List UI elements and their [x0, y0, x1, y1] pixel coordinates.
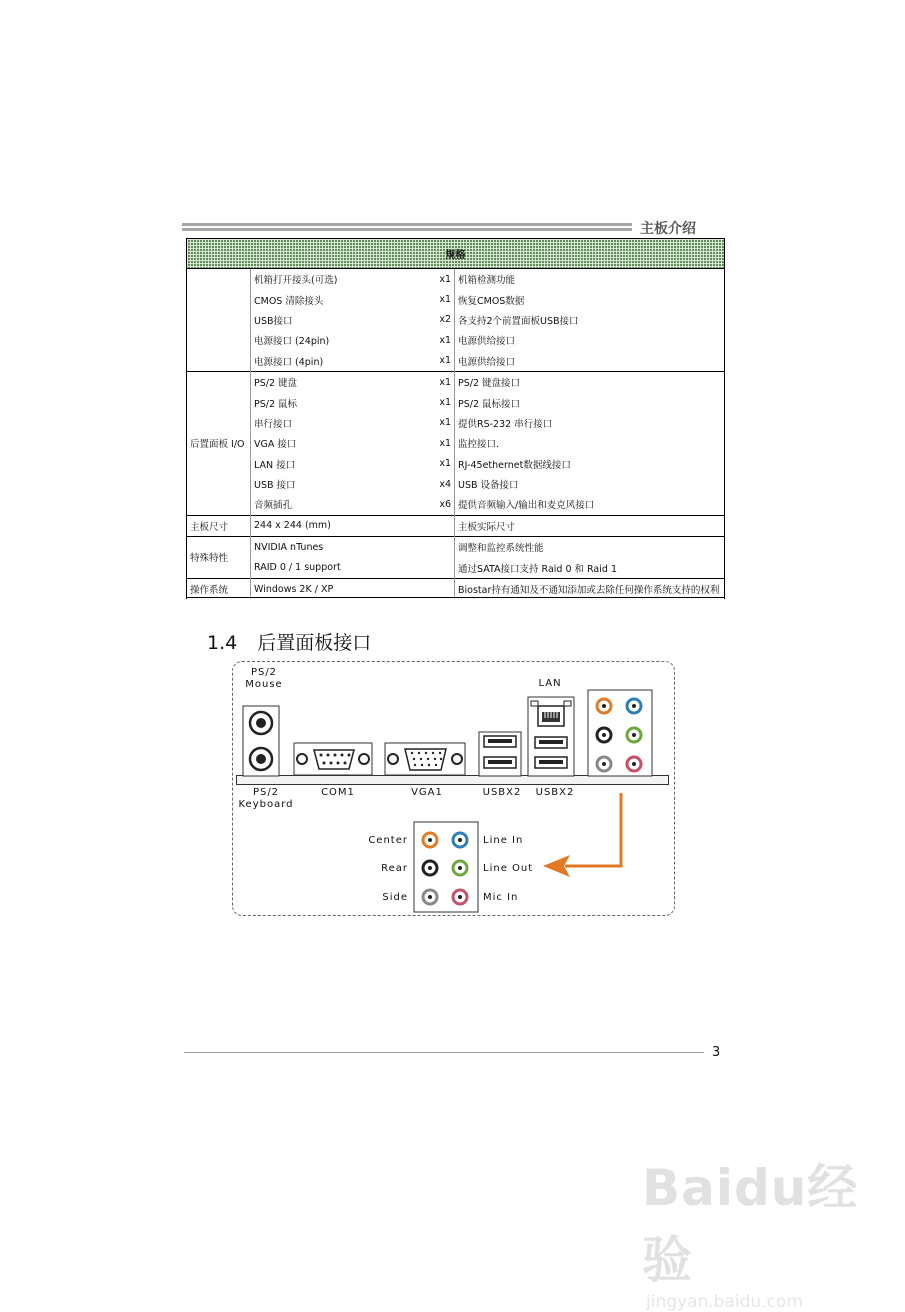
spec-item: Windows 2K / XP — [251, 578, 425, 599]
spec-desc: PS/2 键盘接口 — [455, 371, 725, 392]
footer-rule — [184, 1052, 704, 1053]
spec-table-title: 规格 — [187, 239, 725, 269]
category-os: 操作系统 — [187, 578, 251, 599]
label-rear: Rear — [381, 863, 408, 874]
com1-port — [294, 743, 372, 775]
label-ps2-mouse: PS/2 Mouse — [245, 667, 283, 690]
usb-ports-a — [479, 732, 521, 776]
spec-item: RAID 0 / 1 support — [254, 562, 341, 574]
category-special: 特殊特性 — [187, 537, 251, 579]
spec-desc: 各支持2个前置面板USB接口 — [455, 310, 725, 330]
spec-item: PS/2 键盘 — [251, 371, 425, 392]
watermark — [642, 1148, 905, 1312]
spec-qty: x1 — [439, 458, 451, 470]
spec-item: CMOS 清除接头 — [254, 295, 324, 307]
watermark-url: jingyan.baidu.com — [646, 1292, 803, 1312]
spec-desc: 提供音频输入/输出和麦克风接口 — [455, 494, 725, 515]
spec-item: USB接口 — [254, 315, 293, 327]
label-side: Side — [382, 892, 408, 903]
spec-item: 串行接口 — [254, 418, 293, 430]
label-line-in: Line In — [483, 835, 524, 846]
spec-item: 音频插孔 — [254, 500, 293, 512]
label-center: Center — [368, 835, 408, 846]
spec-desc: 通过SATA接口支持 Raid 0 和 Raid 1 — [455, 557, 725, 578]
spec-qty: x1 — [439, 355, 451, 367]
label-vga1: VGA1 — [411, 787, 443, 798]
spec-qty: x4 — [439, 478, 451, 490]
spec-item: 电源接口 (4pin) — [254, 356, 324, 368]
label-com1: COM1 — [321, 787, 355, 798]
spec-desc: RJ-45ethernet数据线接口 — [455, 454, 725, 474]
lan-usb-ports — [528, 697, 574, 776]
spec-item: 电源接口 (24pin) — [254, 336, 330, 348]
page-header-title: 主板介绍 — [640, 221, 696, 237]
vga1-port — [385, 743, 465, 775]
spec-desc: 电源供给接口 — [455, 330, 725, 350]
label-usbx2-b: USBX2 — [535, 787, 575, 798]
label-line-out: Line Out — [483, 863, 534, 874]
spec-qty: x1 — [425, 371, 455, 392]
spec-qty: x1 — [439, 417, 451, 429]
section-number: 1.4 — [207, 632, 238, 654]
spec-item: 244 x 244 (mm) — [251, 515, 425, 536]
spec-qty: x1 — [439, 334, 451, 346]
spec-item: PS/2 鼠标 — [254, 398, 298, 410]
spec-item: NVIDIA nTunes — [251, 537, 425, 558]
spec-desc: 调整和监控系统性能 — [455, 537, 725, 558]
spec-desc: 电源供给接口 — [455, 351, 725, 372]
label-lan: LAN — [538, 678, 562, 689]
spec-desc: Biostar持有通知及不通知添加或去除任何操作系统支持的权利 — [455, 578, 725, 599]
spec-desc: 主板实际尺寸 — [455, 515, 725, 536]
audio-legend-box — [414, 822, 478, 912]
label-usbx2-a: USBX2 — [482, 787, 522, 798]
spec-qty: x2 — [439, 314, 451, 326]
spec-qty: x1 — [425, 269, 455, 290]
spec-desc: PS/2 鼠标接口 — [455, 392, 725, 412]
spec-qty: x1 — [439, 294, 451, 306]
spec-item: VGA 接口 — [254, 439, 297, 451]
label-ps2-keyboard: PS/2 Keyboard — [238, 787, 294, 810]
spec-desc: 机箱检测功能 — [455, 269, 725, 290]
spec-desc: 监控接口. — [455, 433, 725, 453]
spec-desc: USB 设备接口 — [455, 474, 725, 494]
category-board-size: 主板尺寸 — [187, 515, 251, 536]
spec-desc: 提供RS-232 串行接口 — [455, 413, 725, 433]
spec-qty: x6 — [439, 498, 451, 510]
spec-item: LAN 接口 — [254, 459, 296, 471]
spec-qty: x1 — [439, 437, 451, 449]
label-mic-in: Mic In — [483, 892, 519, 903]
spec-qty: x1 — [439, 397, 451, 409]
section-title: 后置面板接口 — [257, 632, 372, 654]
audio-jacks-panel — [588, 690, 652, 776]
page-number: 3 — [712, 1045, 721, 1060]
spec-item: 机箱打开接头(可选) — [251, 269, 425, 290]
callout-arrow — [543, 793, 621, 877]
watermark-brand: Baidu经验 — [642, 1159, 859, 1289]
ps2-ports — [243, 706, 279, 776]
category-rear-io: 后置面板 I/O — [187, 371, 251, 515]
spec-desc: 恢复CMOS数据 — [455, 289, 725, 309]
spec-item: USB 接口 — [254, 480, 296, 492]
